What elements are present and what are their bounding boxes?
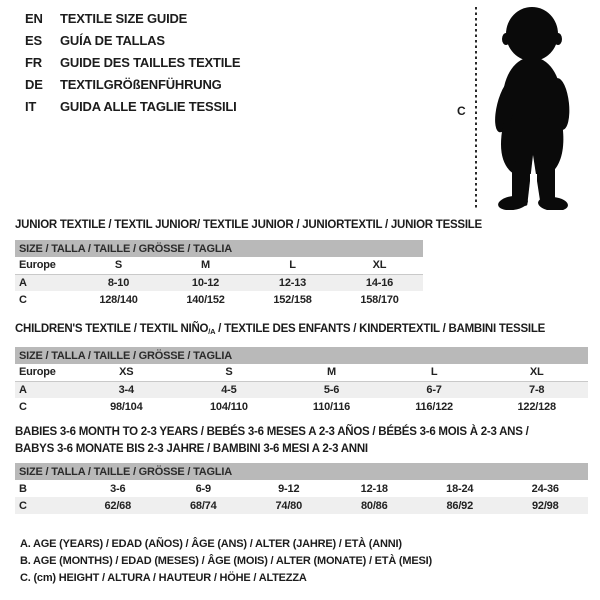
language-code: IT (25, 98, 37, 114)
language-code: FR (25, 54, 42, 70)
babies-size-table (15, 463, 588, 514)
guide-title-en: TEXTILE SIZE GUIDE (60, 10, 188, 26)
age-cell: 14-16 (365, 276, 394, 289)
height-cell: 104/110 (210, 400, 248, 413)
table-row-europe (15, 364, 588, 381)
age-cell: 10-12 (191, 276, 220, 289)
age-cell: 8-10 (107, 276, 130, 289)
size-cell: XL (372, 259, 387, 272)
guide-title-it: GUIDA ALLE TAGLIE TESSILI (60, 98, 237, 114)
row-label: A (19, 276, 27, 289)
row-label: Europe (19, 366, 56, 379)
table-row-height (15, 398, 588, 415)
height-dotted-line (475, 7, 477, 208)
height-cell: 92/98 (531, 499, 559, 512)
age-cell: 6-9 (195, 482, 211, 495)
size-header-bar: SIZE / TALLA / TAILLE / GRÖSSE / TAGLIA (15, 240, 423, 257)
junior-table-title: JUNIOR TEXTILE / TEXTIL JUNIOR/ TEXTILE JUNIOR / JUNIORTEXTIL / JUNIOR TESSILE (15, 219, 482, 231)
height-cell: 140/152 (186, 293, 225, 306)
language-row-es (25, 29, 240, 51)
age-cell: 6-7 (426, 383, 442, 396)
age-cell: 9-12 (278, 482, 300, 495)
height-cell: 74/80 (275, 499, 303, 512)
age-cell: 3-4 (118, 383, 134, 396)
size-header-bar: SIZE / TALLA / TAILLE / GRÖSSE / TAGLIA (15, 347, 588, 364)
language-row-fr (25, 51, 240, 73)
age-cell: 4-5 (221, 383, 237, 396)
row-label: B (19, 482, 27, 495)
row-label: C (19, 293, 27, 306)
table-row-age-months (15, 480, 588, 497)
row-label: C (19, 499, 27, 512)
size-cell: XS (119, 366, 134, 379)
table-row-age (15, 274, 423, 291)
age-cell: 18-24 (446, 482, 474, 495)
height-ref-label: C (457, 104, 466, 118)
size-header-bar: SIZE / TALLA / TAILLE / GRÖSSE / TAGLIA (15, 463, 588, 480)
height-cell: 98/104 (110, 400, 143, 413)
size-cell: M (201, 259, 210, 272)
language-title-list (25, 7, 240, 117)
children-title-part2: / TEXTILE DES ENFANTS / KINDERTEXTIL / BAMBINI TESSILE (215, 323, 546, 335)
footnote-legend (20, 536, 432, 587)
age-cell: 7-8 (529, 383, 545, 396)
size-cell: S (225, 366, 233, 379)
height-cell: 110/116 (312, 400, 351, 413)
table-row-europe (15, 257, 423, 274)
table-row-age (15, 381, 588, 398)
footnote-a: A. AGE (YEARS) / EDAD (AÑOS) / ÂGE (ANS) / ALTER (JAHRE) / ETÀ (ANNI) (20, 538, 402, 550)
children-title-part1: CHILDREN'S TEXTILE / TEXTIL NIÑO (15, 323, 209, 335)
height-cell: 86/92 (446, 499, 474, 512)
footnote-b: B. AGE (MONTHS) / EDAD (MESES) / ÂGE (MOIS) / ALTER (MONATE) / ETÀ (MESI) (20, 555, 432, 567)
children-size-table (15, 347, 588, 415)
babies-table-title (15, 424, 590, 458)
age-cell: 5-6 (323, 383, 340, 396)
age-cell: 12-18 (360, 482, 388, 495)
guide-title-de: TEXTILGRÖßENFÜHRUNG (60, 76, 222, 92)
guide-title-es: GUÍA DE TALLAS (60, 32, 165, 48)
size-cell: M (327, 366, 336, 379)
language-row-en (25, 7, 240, 29)
language-row-de (25, 73, 240, 95)
height-cell: 158/170 (360, 293, 399, 306)
babies-title-line2: BABYS 3-6 MONATE BIS 2-3 JAHRE / BAMBINI 3-6 MESI A 2-3 ANNI (15, 443, 368, 455)
table-row-height (15, 291, 423, 308)
size-cell: XL (529, 366, 544, 379)
row-label: A (19, 383, 27, 396)
height-cell: 122/128 (517, 400, 556, 413)
age-cell: 12-13 (278, 276, 307, 289)
age-cell: 3-6 (110, 482, 126, 495)
footnote-c: C. (cm) HEIGHT / ALTURA / HAUTEUR / HÖHE / ALTEZZA (20, 572, 307, 584)
height-cell: 116/122 (415, 400, 453, 413)
size-cell: L (289, 259, 296, 272)
language-code: ES (25, 32, 42, 48)
row-label: Europe (19, 259, 56, 272)
language-code: DE (25, 76, 43, 92)
age-cell: 24-36 (531, 482, 559, 495)
language-code: EN (25, 10, 43, 26)
size-cell: S (114, 259, 123, 272)
toddler-silhouette-icon (482, 5, 579, 210)
height-cell: 68/74 (189, 499, 217, 512)
children-title-sub: /A (208, 327, 216, 336)
language-row-it (25, 95, 240, 117)
height-cell: 128/140 (99, 293, 138, 306)
junior-size-table (15, 240, 423, 308)
row-label: C (19, 400, 27, 413)
children-table-title (15, 321, 545, 340)
height-cell: 80/86 (360, 499, 388, 512)
guide-title-fr: GUIDE DES TAILLES TEXTILE (60, 54, 241, 70)
size-cell: L (430, 366, 438, 379)
table-row-height (15, 497, 588, 514)
height-cell: 152/158 (273, 293, 312, 306)
height-cell: 62/68 (104, 499, 132, 512)
babies-title-line1: BABIES 3-6 MONTH TO 2-3 YEARS / BEBÉS 3-6 MESES A 2-3 AÑOS / BÉBÉS 3-6 MOIS À 2-3 ANS / (15, 426, 529, 438)
